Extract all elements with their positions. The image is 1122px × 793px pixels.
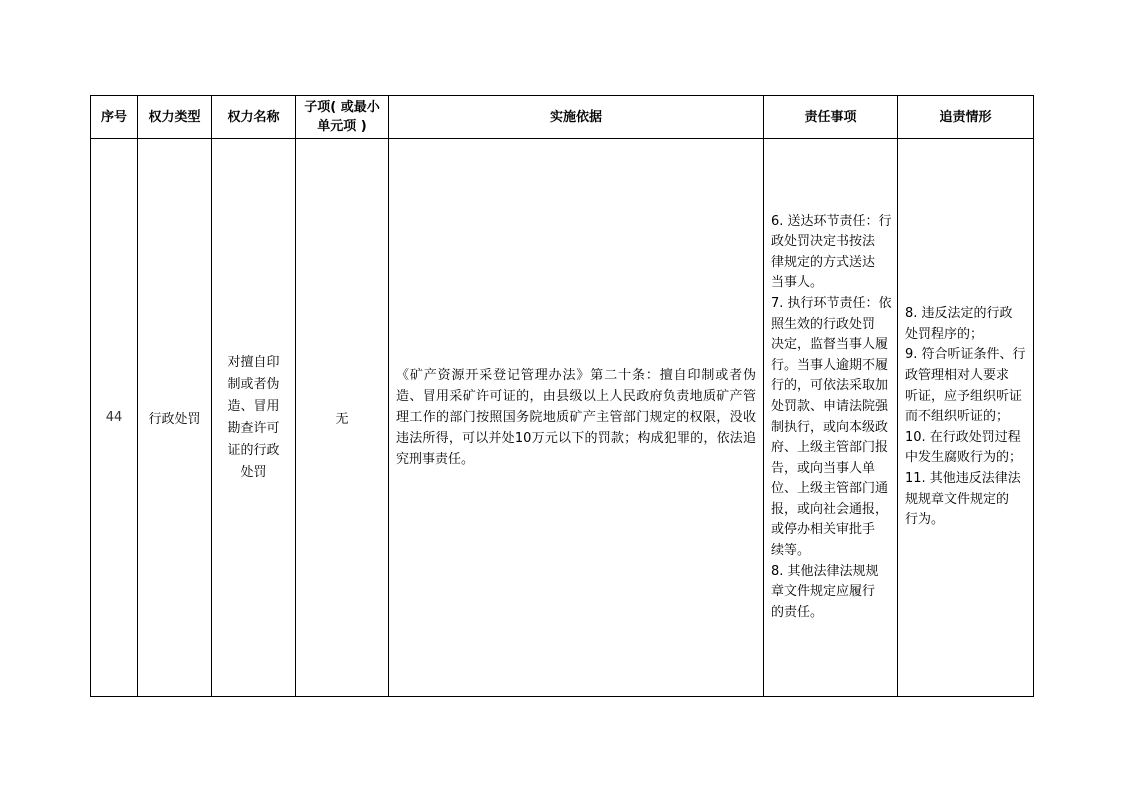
header-sub-item (296, 96, 389, 139)
power-name-text: 对擅自印制或者伪造、冒用勘查许可证的行政处罚 (227, 354, 280, 480)
accountability-line: 8. 违反法定的行政 (905, 306, 1013, 322)
accountability-line: 9. 符合听证条件、行 (905, 347, 1026, 363)
responsibility-line: 章文件规定应履行 (771, 584, 876, 600)
cell-power-type: 行政处罚 (138, 139, 212, 697)
power-list-table (90, 95, 1034, 697)
responsibility-line: 处罚款、申请法院强 (771, 398, 889, 414)
responsibility-line: 行。当事人逾期不履 (771, 357, 889, 373)
header-basis: 实施依据 (389, 96, 764, 139)
cell-basis: 《矿产资源开采登记管理办法》第二十条：擅自印制或者伪造、冒用采矿许可证的，由县级以上人民政府负责地质矿产管理工作的部门按照国务院地质矿产主管部门规定的权限，没收违法所得，可以并处10万元以下的罚款；构成犯罪的，依法追究刑事责任。 (389, 139, 764, 697)
header-responsibilities: 责任事项 (764, 96, 898, 139)
cell-responsibilities (764, 139, 898, 697)
cell-sub-item: 无 (296, 139, 389, 697)
responsibility-line: 政处罚决定书按法 (771, 234, 876, 250)
header-power-type: 权力类型 (138, 96, 212, 139)
accountability-line: 11. 其他违反法律法 (905, 470, 1021, 486)
header-sub-item-label: 子项( 或最小单元项 ) (304, 100, 380, 134)
cell-power-name (212, 139, 296, 697)
responsibility-line: 7. 执行环节责任：依 (771, 295, 892, 311)
responsibility-line: 的责任。 (771, 604, 824, 620)
responsibility-line: 决定，监督当事人履 (771, 337, 889, 353)
responsibility-line: 位、上级主管部门通 (771, 481, 889, 497)
table-header-row (91, 96, 1034, 139)
header-power-name: 权力名称 (212, 96, 296, 139)
responsibility-line: 或停办相关审批手 (771, 522, 876, 538)
responsibility-line: 续等。 (771, 543, 811, 559)
accountability-line: 中发生腐败行为的； (905, 450, 1023, 466)
accountability-line: 规规章文件规定的 (905, 491, 1010, 507)
accountability-line: 10. 在行政处罚过程 (905, 429, 1021, 445)
accountability-line: 而不组织听证的； (905, 409, 1010, 425)
responsibility-line: 律规定的方式送达 (771, 254, 876, 270)
responsibility-line: 当事人。 (771, 275, 824, 291)
header-seq: 序号 (91, 96, 138, 139)
accountability-line: 听证，应予组织听证 (905, 388, 1023, 404)
responsibility-line: 照生效的行政处罚 (771, 316, 876, 332)
accountability-line: 政管理相对人要求 (905, 368, 1010, 384)
accountability-line: 行为。 (905, 512, 945, 528)
cell-seq: 44 (91, 139, 138, 697)
cell-accountability (898, 139, 1034, 697)
table-row (91, 139, 1034, 697)
responsibility-line: 报，或向社会通报， (771, 501, 889, 517)
responsibility-line: 制执行，或向本级政 (771, 419, 889, 435)
responsibility-line: 告，或向当事人单 (771, 460, 876, 476)
responsibility-line: 8. 其他法律法规规 (771, 563, 879, 579)
accountability-line: 处罚程序的； (905, 326, 984, 342)
responsibility-line: 行的，可依法采取加 (771, 378, 889, 394)
responsibility-line: 府、上级主管部门报 (771, 440, 889, 456)
header-accountability: 追责情形 (898, 96, 1034, 139)
responsibility-line: 6. 送达环节责任：行 (771, 213, 892, 229)
